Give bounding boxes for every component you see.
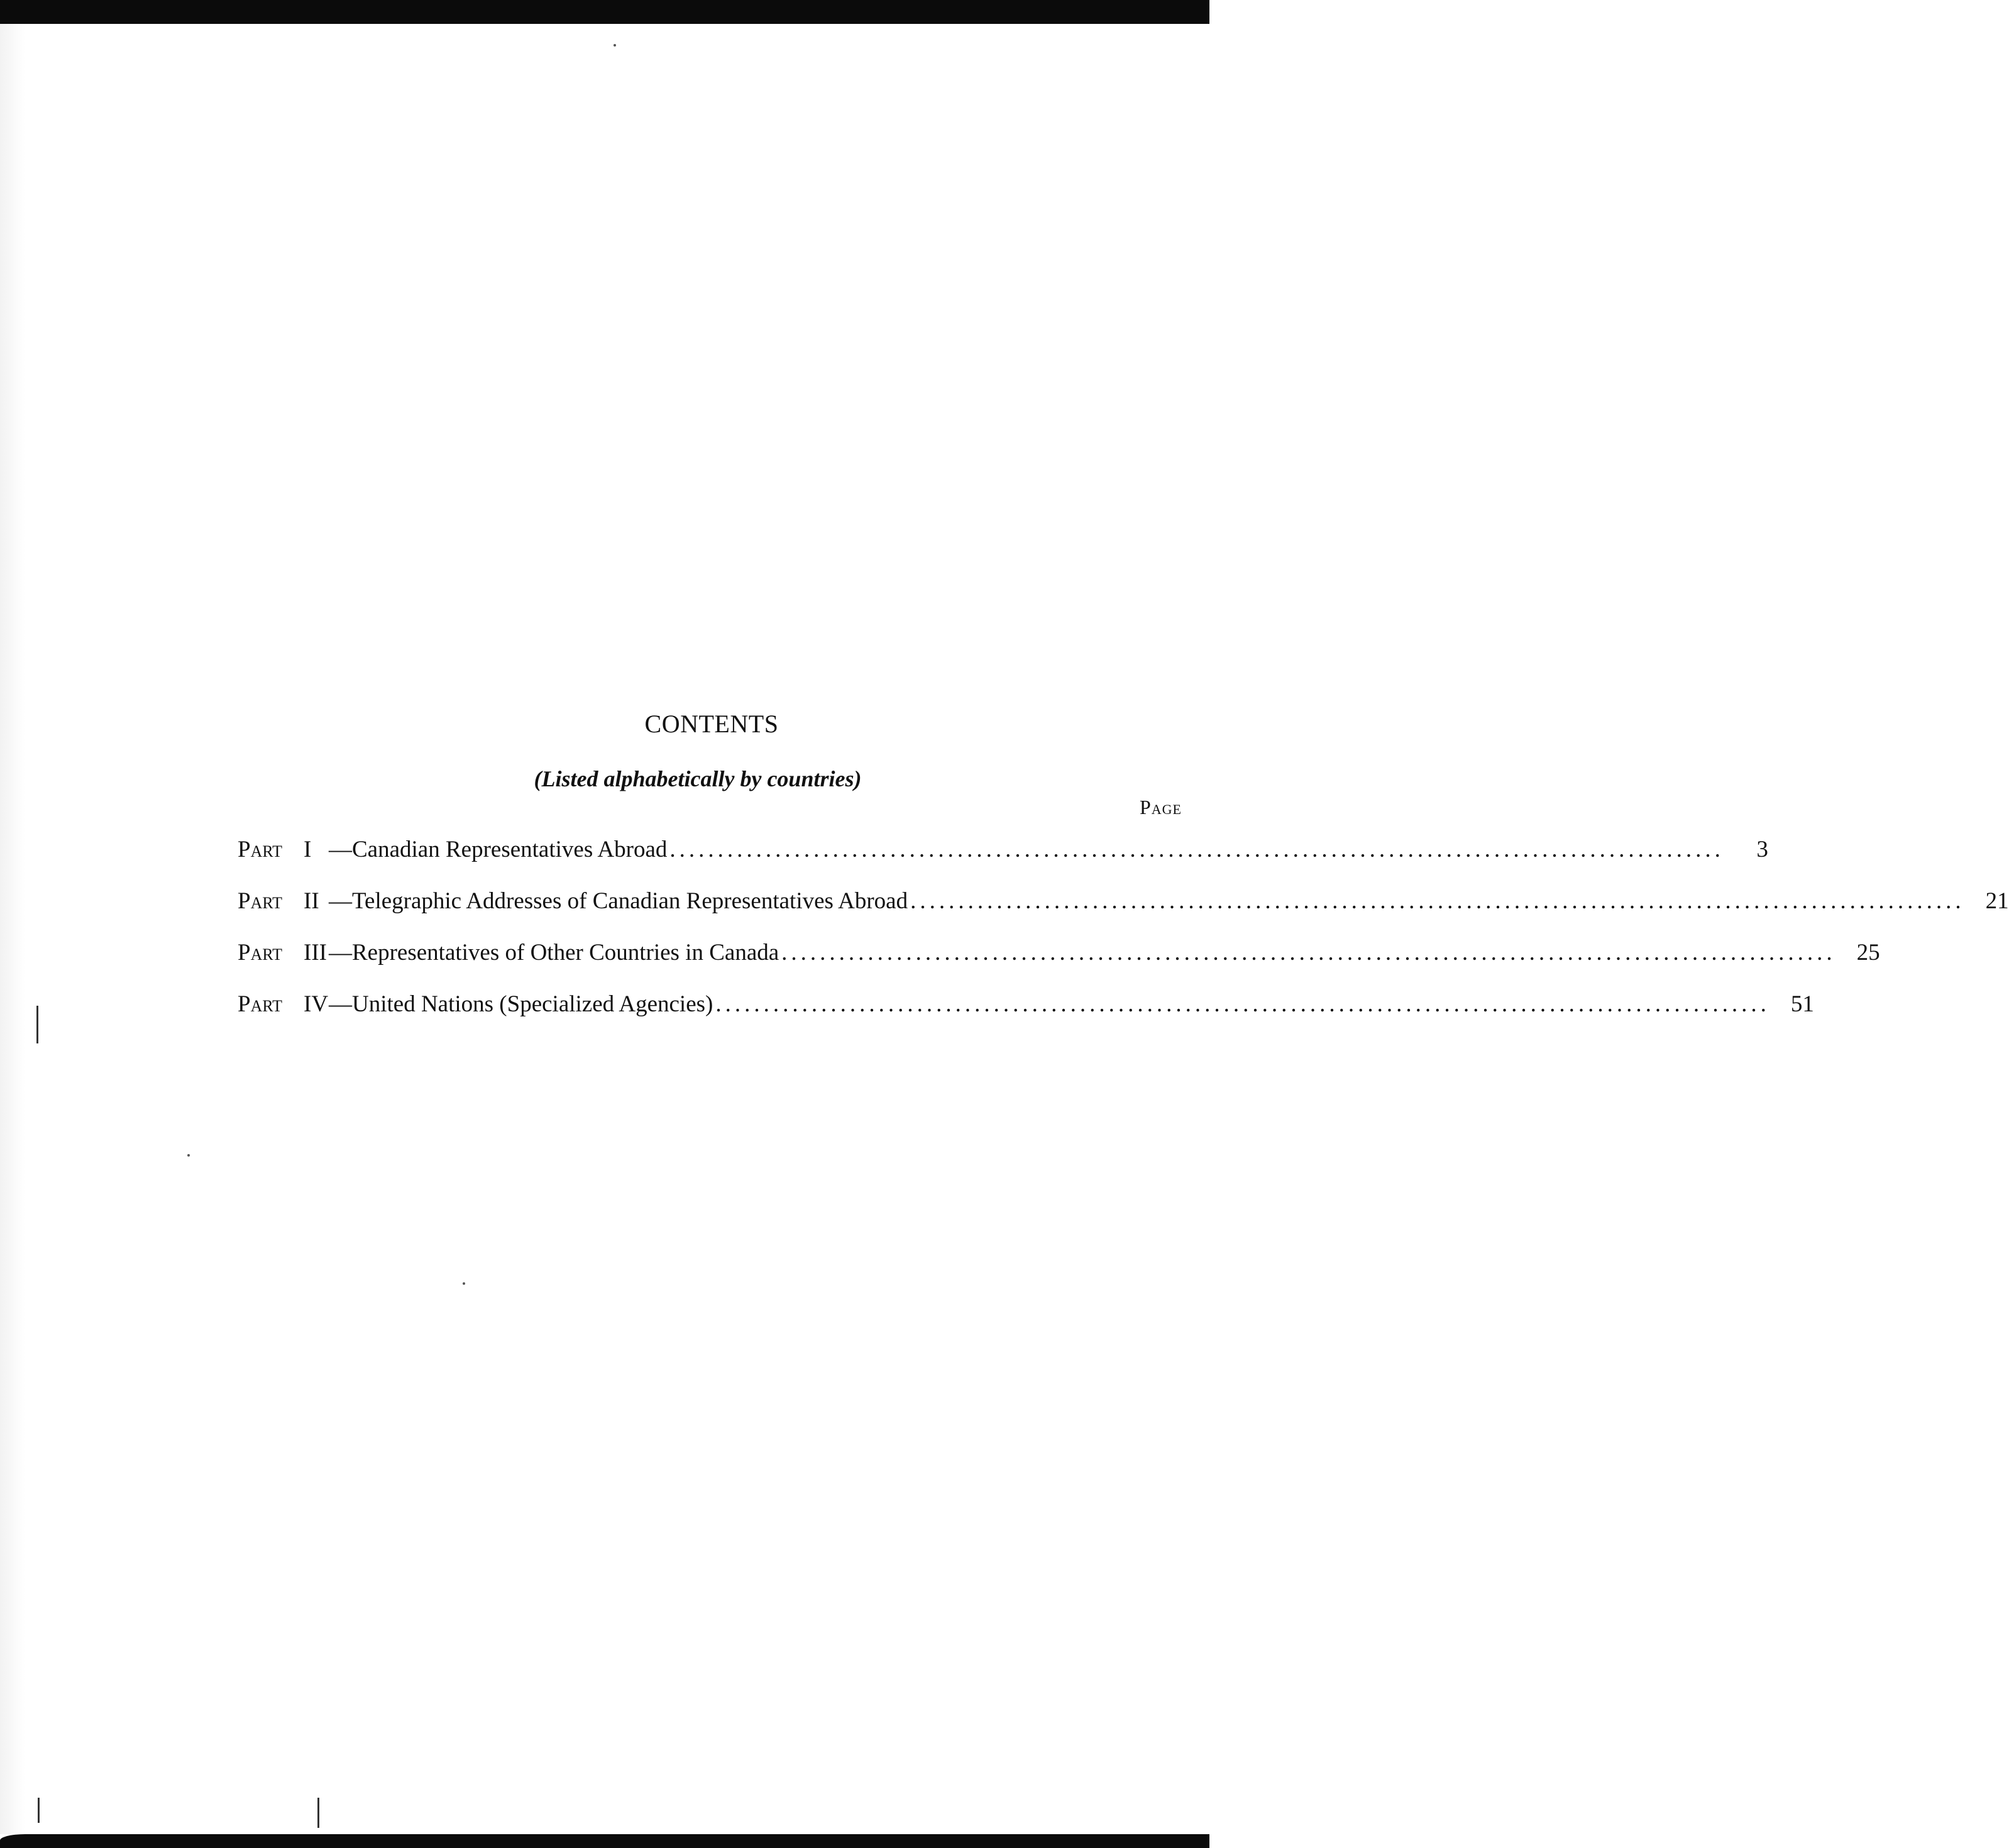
scan-bottom-edge	[0, 1834, 1209, 1848]
toc-entry	[238, 978, 1814, 1030]
part-number: III	[304, 939, 327, 965]
contents-title: CONTENTS	[644, 710, 779, 738]
dot-leader: ..............................................................................................................	[910, 888, 1965, 914]
part-number: IV	[304, 991, 329, 1017]
entry-title: —Canadian Representatives Abroad	[329, 836, 668, 862]
entry-page-number: 51	[1790, 991, 1814, 1017]
dot-leader: ..............................................................................................................	[715, 991, 1770, 1017]
entry-page-number: 25	[1856, 939, 1880, 965]
entry-title: —Telegraphic Addresses of Canadian Representatives Abroad	[329, 888, 908, 914]
table-of-contents	[238, 823, 2009, 1030]
part-number: II	[304, 888, 319, 914]
scan-left-shadow	[0, 24, 25, 1834]
dot-leader: ..............................................................................................................	[669, 836, 1724, 862]
scan-edge-mark	[38, 1798, 40, 1823]
entry-title: —United Nations (Specialized Agencies)	[329, 991, 713, 1017]
scan-speck	[614, 44, 616, 47]
toc-entry	[238, 927, 1880, 978]
scan-edge-mark	[36, 1006, 38, 1043]
entry-page-number: 21	[1985, 888, 2009, 914]
contents-subtitle: (Listed alphabetically by countries)	[534, 766, 862, 791]
part-label: Part	[238, 888, 283, 914]
page-column-heading: Page	[1139, 796, 1182, 818]
toc-entry	[238, 875, 2009, 927]
scan-speck	[463, 1282, 465, 1285]
toc-entry	[238, 823, 1768, 875]
scan-speck	[187, 1154, 190, 1157]
scan-edge-mark	[317, 1798, 319, 1828]
part-number: I	[304, 836, 312, 862]
part-label: Part	[238, 836, 283, 862]
dot-leader: ..............................................................................................................	[781, 939, 1836, 965]
scan-top-edge	[0, 0, 1209, 24]
part-label: Part	[238, 991, 283, 1017]
entry-title: —Representatives of Other Countries in Canada	[329, 939, 779, 965]
part-label: Part	[238, 939, 283, 965]
entry-page-number: 3	[1756, 836, 1768, 862]
